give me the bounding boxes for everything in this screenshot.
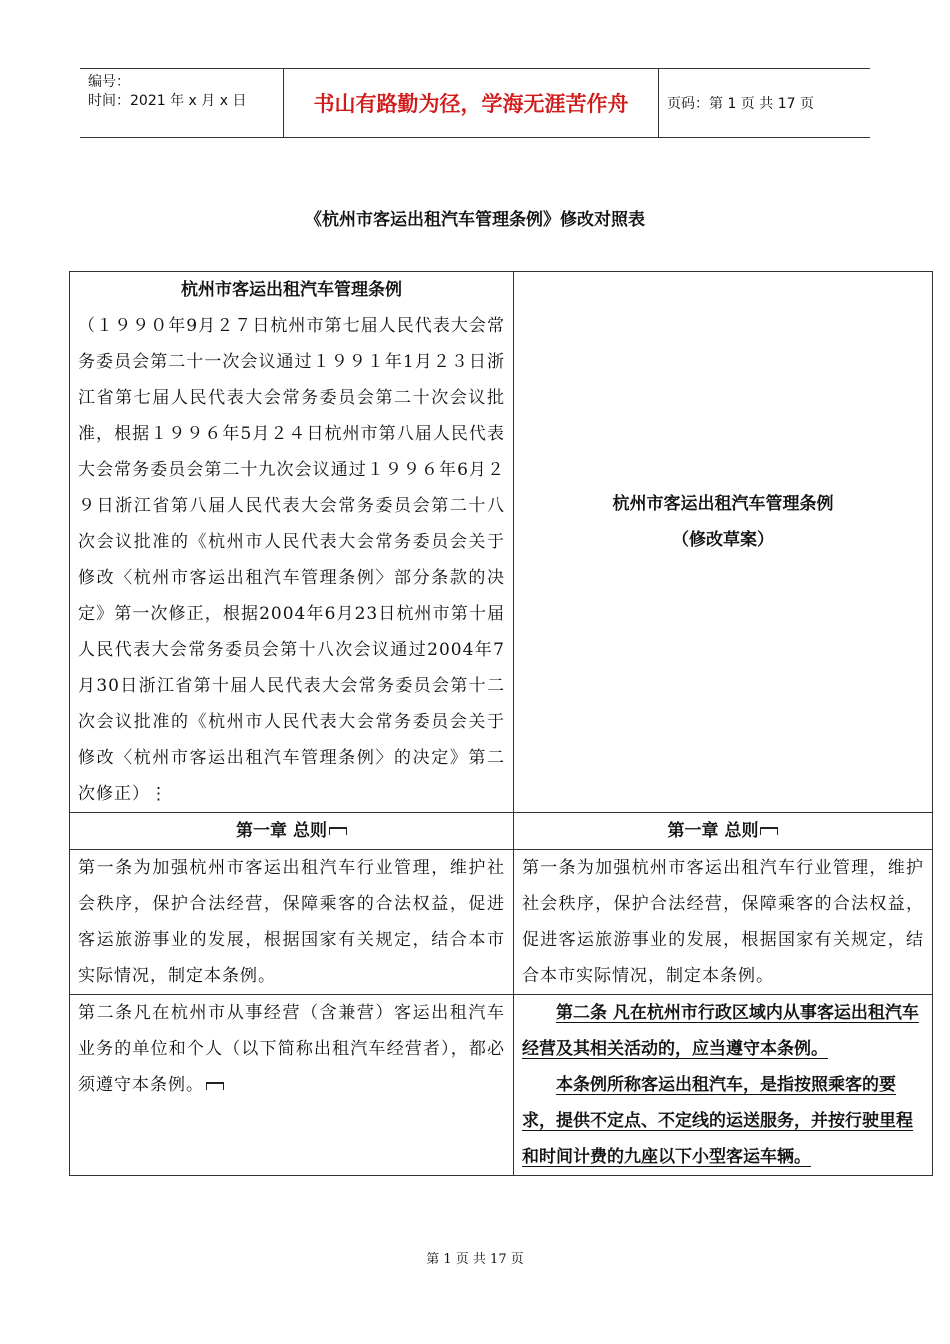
header-meta bbox=[80, 69, 283, 137]
article1-right: 第一条为加强杭州市客运出租汽车行业管理，维护社会秩序，保护合法经营，保障乘客的合法权益，促进客运旅游事业的发展，根据国家有关规定，结合本市实际情况，制定本条例。 bbox=[514, 850, 933, 995]
header-page-info: 页码：第 1 页 共 17 页 bbox=[667, 96, 814, 112]
right-title: 杭州市客运出租汽车管理条例 bbox=[612, 494, 834, 514]
number-label: 编号： bbox=[88, 74, 130, 90]
page-footer: 第 1 页 共 17 页 bbox=[426, 1252, 524, 1267]
article2-right-p1: 第二条 凡在杭州市行政区域内从事客运出租汽车经营及其相关活动的，应当遵守本条例。 bbox=[522, 1003, 919, 1059]
right-header-cell bbox=[514, 272, 933, 813]
revision-mark-icon bbox=[206, 1082, 224, 1090]
article2-right-cell bbox=[514, 995, 933, 1176]
table-row bbox=[70, 272, 933, 813]
table-row bbox=[70, 995, 933, 1176]
header-motto: 书山有路勤为径，学海无涯苦作舟 bbox=[283, 69, 659, 137]
document-title: 《杭州市客运出租汽车管理条例》修改对照表 bbox=[305, 210, 645, 230]
chapter-left: 第一章 总则 bbox=[70, 813, 514, 850]
right-subtitle: （修改草案） bbox=[672, 530, 774, 550]
table-row bbox=[70, 813, 933, 850]
revision-mark-icon bbox=[329, 827, 347, 835]
table-row bbox=[70, 850, 933, 995]
article1-left: 第一条为加强杭州市客运出租汽车行业管理，维护社会秩序，保护合法经营，保障乘客的合法权益，促进客运旅游事业的发展，根据国家有关规定，结合本市实际情况，制定本条例。 bbox=[70, 850, 514, 995]
article2-right-p2: 本条例所称客运出租汽车，是指按照乘客的要求，提供不定点、不定线的运送服务，并按行驶里程和时间计费的九座以下小型客运车辆。 bbox=[522, 1075, 913, 1167]
chapter-right: 第一章 总则 bbox=[514, 813, 933, 850]
article2-left-cell bbox=[70, 995, 514, 1176]
comparison-table bbox=[69, 271, 933, 1176]
revision-mark-icon bbox=[760, 827, 778, 835]
left-history: （１９９０年9月２７日杭州市第七届人民代表大会常务委员会第二十一次会议通过１９９１年1月２３日浙江省第七届人民代表大会常务委员会第二十次会议批准，根据１９９６年5月２４日杭州市第八届人民代表大会常务委员会第二十九次会议通过１９９６年6月２９日浙江省第八届人民代表大会常务委员会第二十八次会议批准的《杭州市人民代表大会常务委员会关于修改〈杭州市客运出租汽车管理条例〉部分条款的决定》第一次修正，根据2004年6月23日杭州市第十届人民代表大会常务委员会第十八次会议通过2004年7月30日浙江省第十届人民代表大会常务委员会第十二次会议批准的《杭州市人民代表大会常务委员会关于修改〈杭州市客运出租汽车管理条例〉的决定》第二次修正）⋮ bbox=[78, 316, 505, 804]
time-label: 时间：2021 年 x 月 x 日 bbox=[88, 93, 247, 109]
page-header bbox=[80, 68, 870, 138]
left-title: 杭州市客运出租汽车管理条例 bbox=[181, 280, 402, 300]
left-header-cell bbox=[70, 272, 514, 813]
article2-left: 第二条凡在杭州市从事经营（含兼营）客运出租汽车业务的单位和个人（以下简称出租汽车经营者），都必须遵守本条例。 bbox=[78, 1003, 505, 1095]
